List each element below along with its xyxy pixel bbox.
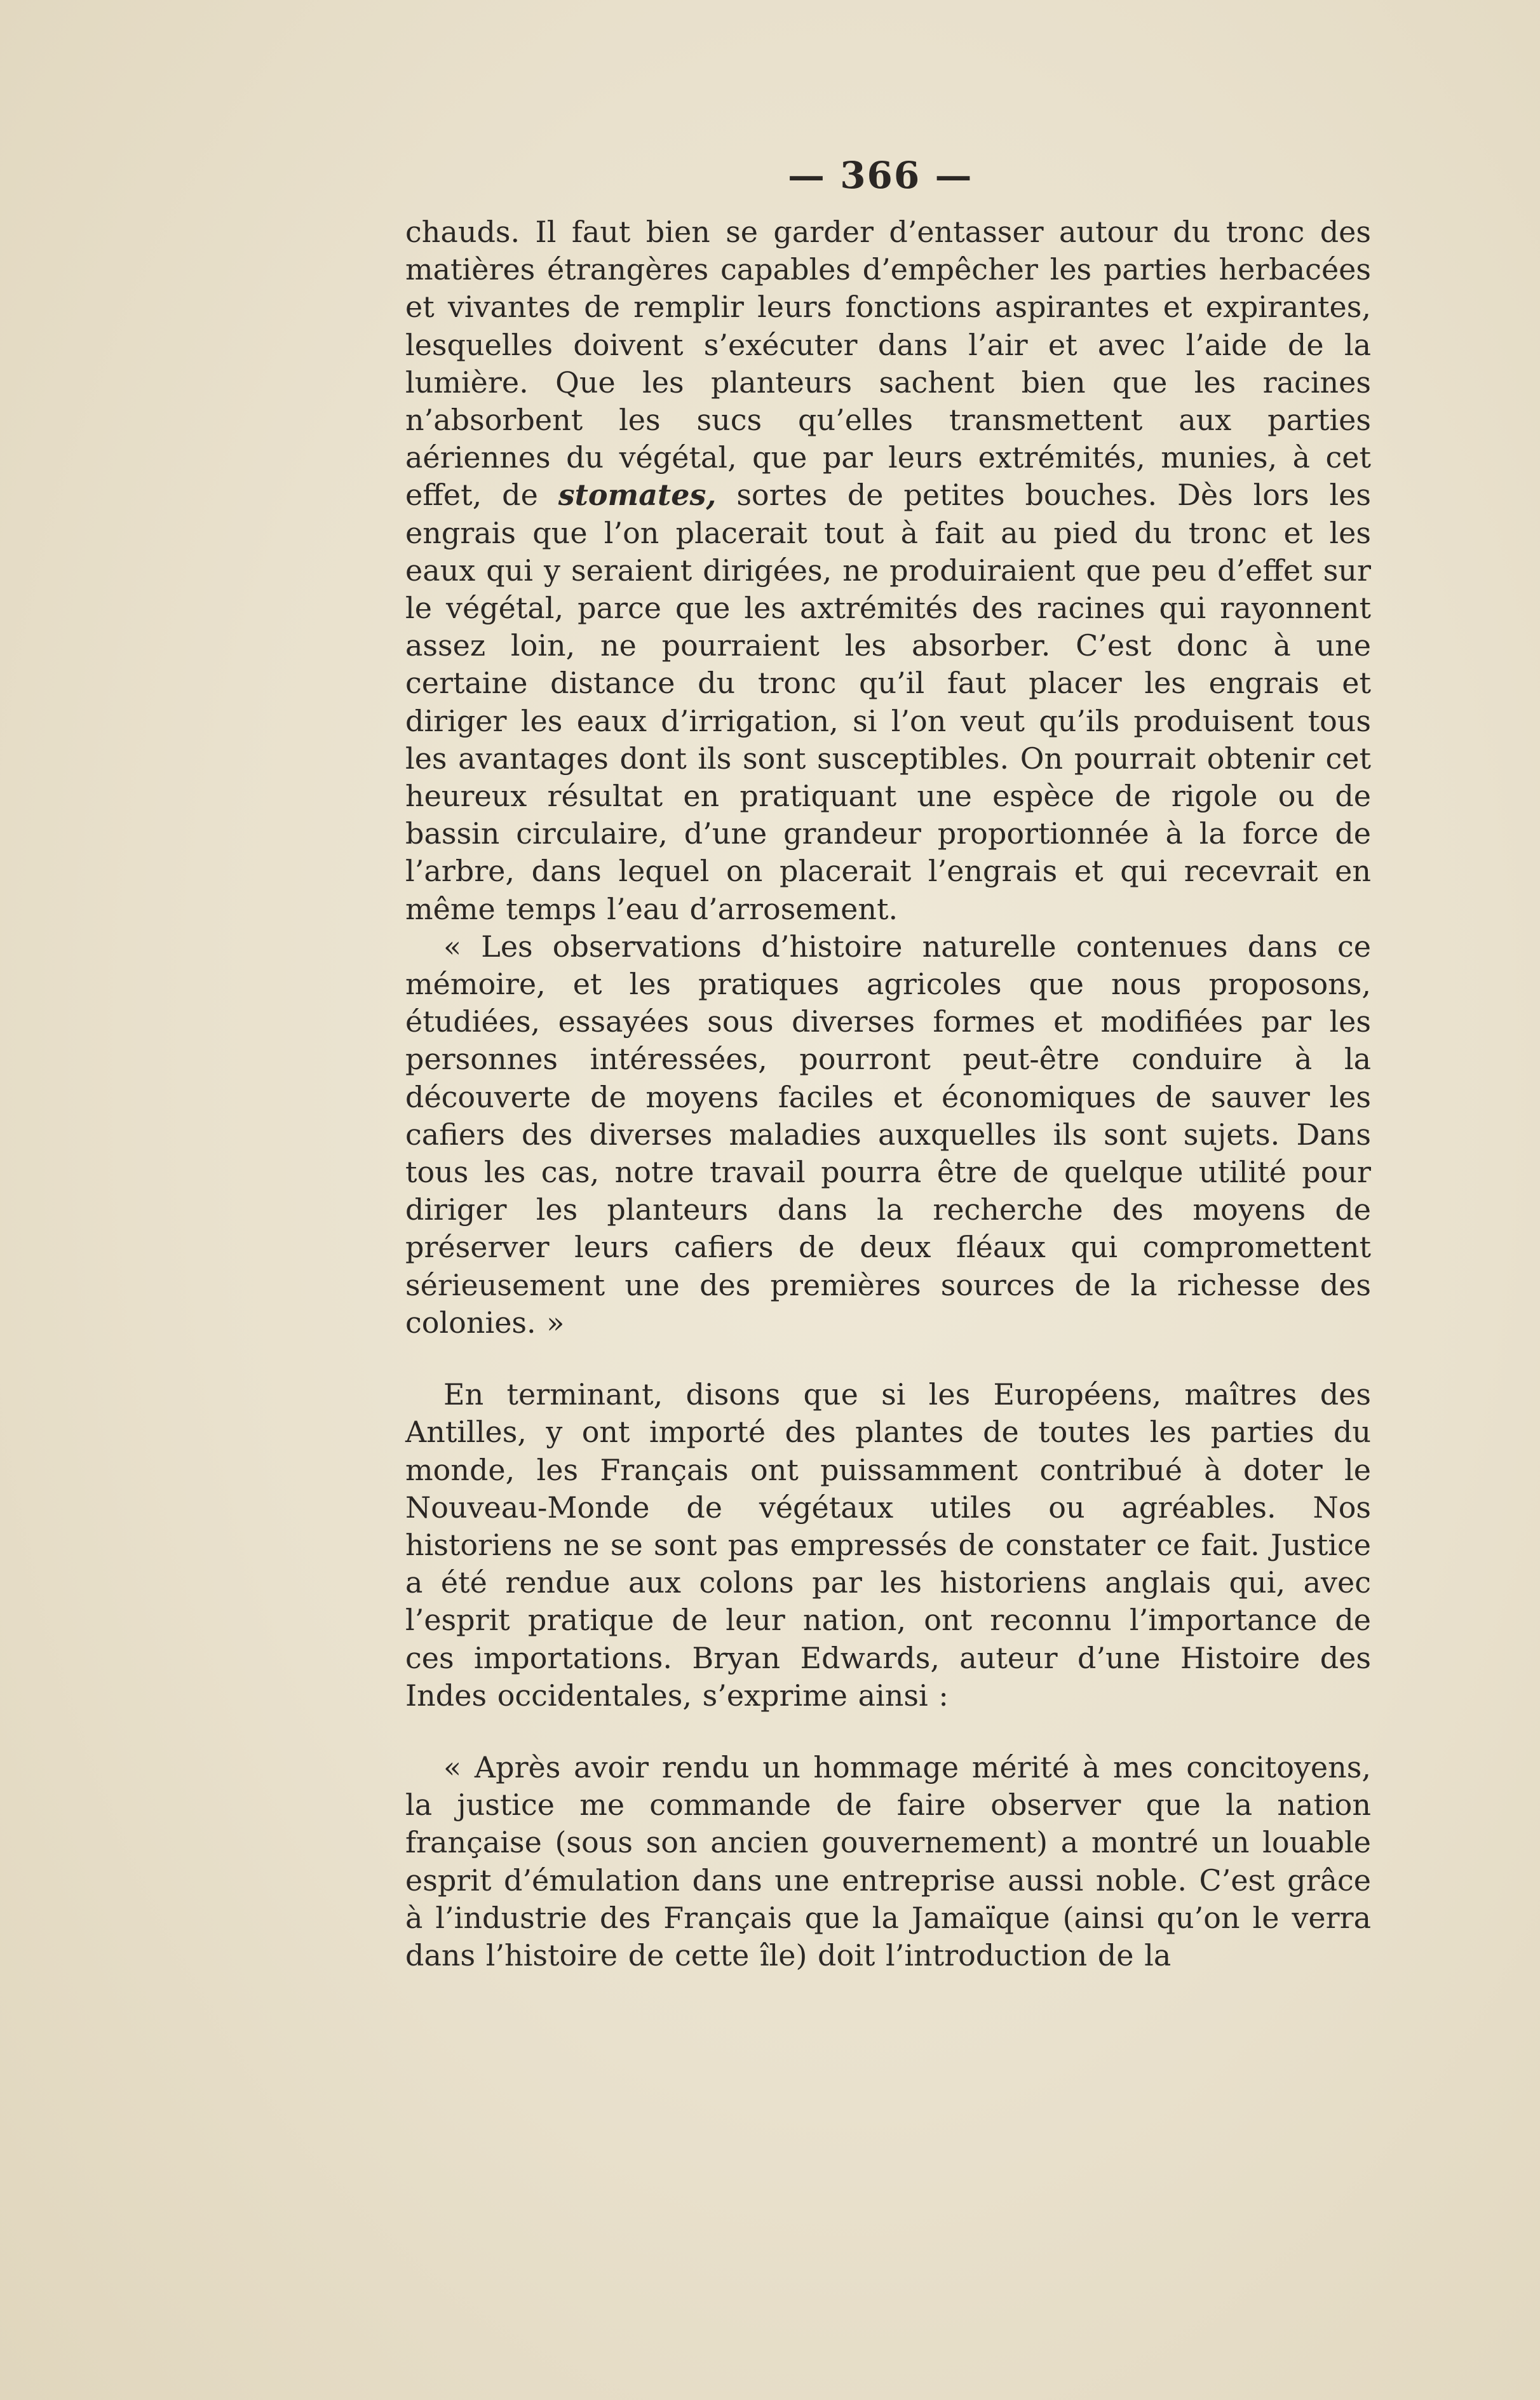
italic-term: stomates, <box>558 478 717 513</box>
body-text <box>405 213 1371 1974</box>
paragraph-text-start: chauds. Il faut bien se garder d’entasser autour du tronc des matières étrangères capables d’empêcher les parties herbacées et vivantes de remplir leurs fonctions aspirantes et expirantes, lesquelles doivent s’exécuter dans l’air et avec l’aide de la lumière. Que les planteurs sachent bien que les racines n’absorbent les sucs qu’elles transmettent aux parties aériennes du végétal, que par leurs extrémités, munies, à cet effet, de <box>405 215 1371 513</box>
paragraph-conclusion: En terminant, disons que si les Européens, maîtres des Antilles, y ont importé des plantes de toutes les parties du monde, les Français ont puissamment contribué à doter le Nouveau-Monde de végétaux utiles ou agréables. Nos historiens ne se sont pas empressés de constater ce fait. Justice a été rendue aux colons par les historiens anglais qui, avec l’esprit pratique de leur nation, ont reconnu l’importance de ces importations. Bryan Edwards, auteur d’une Histoire des Indes occidentales, s’exprime ainsi : <box>405 1377 1371 1713</box>
page-number: — 366 — <box>788 154 973 197</box>
paragraph-text-end: sortes de petites bouches. Dès lors les engrais que l’on placerait tout à fait au pied du tronc et les eaux qui y seraient dirigées, ne produiraient que peu d’effet sur le végétal, parce que les axtrémités des racines qui rayonnent assez loin, ne pourraient les absorber. C’est donc à une certaine distance du tronc qu’il faut placer les engrais et diriger les eaux d’irrigation, si l’on veut qu’ils produisent tous les avantages dont ils sont susceptibles. On pourrait obtenir cet heureux résultat en pratiquant une espèce de rigole ou de bassin circulaire, d’une grandeur proportionnée à la force de l’arbre, dans lequel on placerait l’engrais et qui recevrait en même temps l’eau d’arrosement. <box>405 478 1372 926</box>
paragraph-quote-edwards: « Après avoir rendu un hommage mérité à mes concitoyens, la justice me commande de faire observer que la nation française (sous son ancien gouvernement) a montré un louable esprit d’émulation dans une entreprise aussi noble. C’est grâce à l’industrie des Français que la Jamaïque (ainsi qu’on le verra dans l’histoire de cette île) doit l’introduction de la <box>405 1749 1371 1972</box>
paragraph-continued <box>405 213 1371 928</box>
paragraph-quote-memoir: « Les observations d’histoire naturelle contenues dans ce mémoire, et les pratiques agricoles que nous proposons, étudiées, essayées sous diverses formes et modifiées par les personnes intéressées, pourront peut-être conduire à la découverte de moyens faciles et économiques de sauver les cafiers des diverses maladies auxquelles ils sont sujets. Dans tous les cas, notre travail pourra être de quelque utilité pour diriger les planteurs dans la recherche des moyens de préserver leurs cafiers de deux fléaux qui compromettent sérieusement une des premières sources de la richesse des colonies. » <box>405 929 1371 1340</box>
